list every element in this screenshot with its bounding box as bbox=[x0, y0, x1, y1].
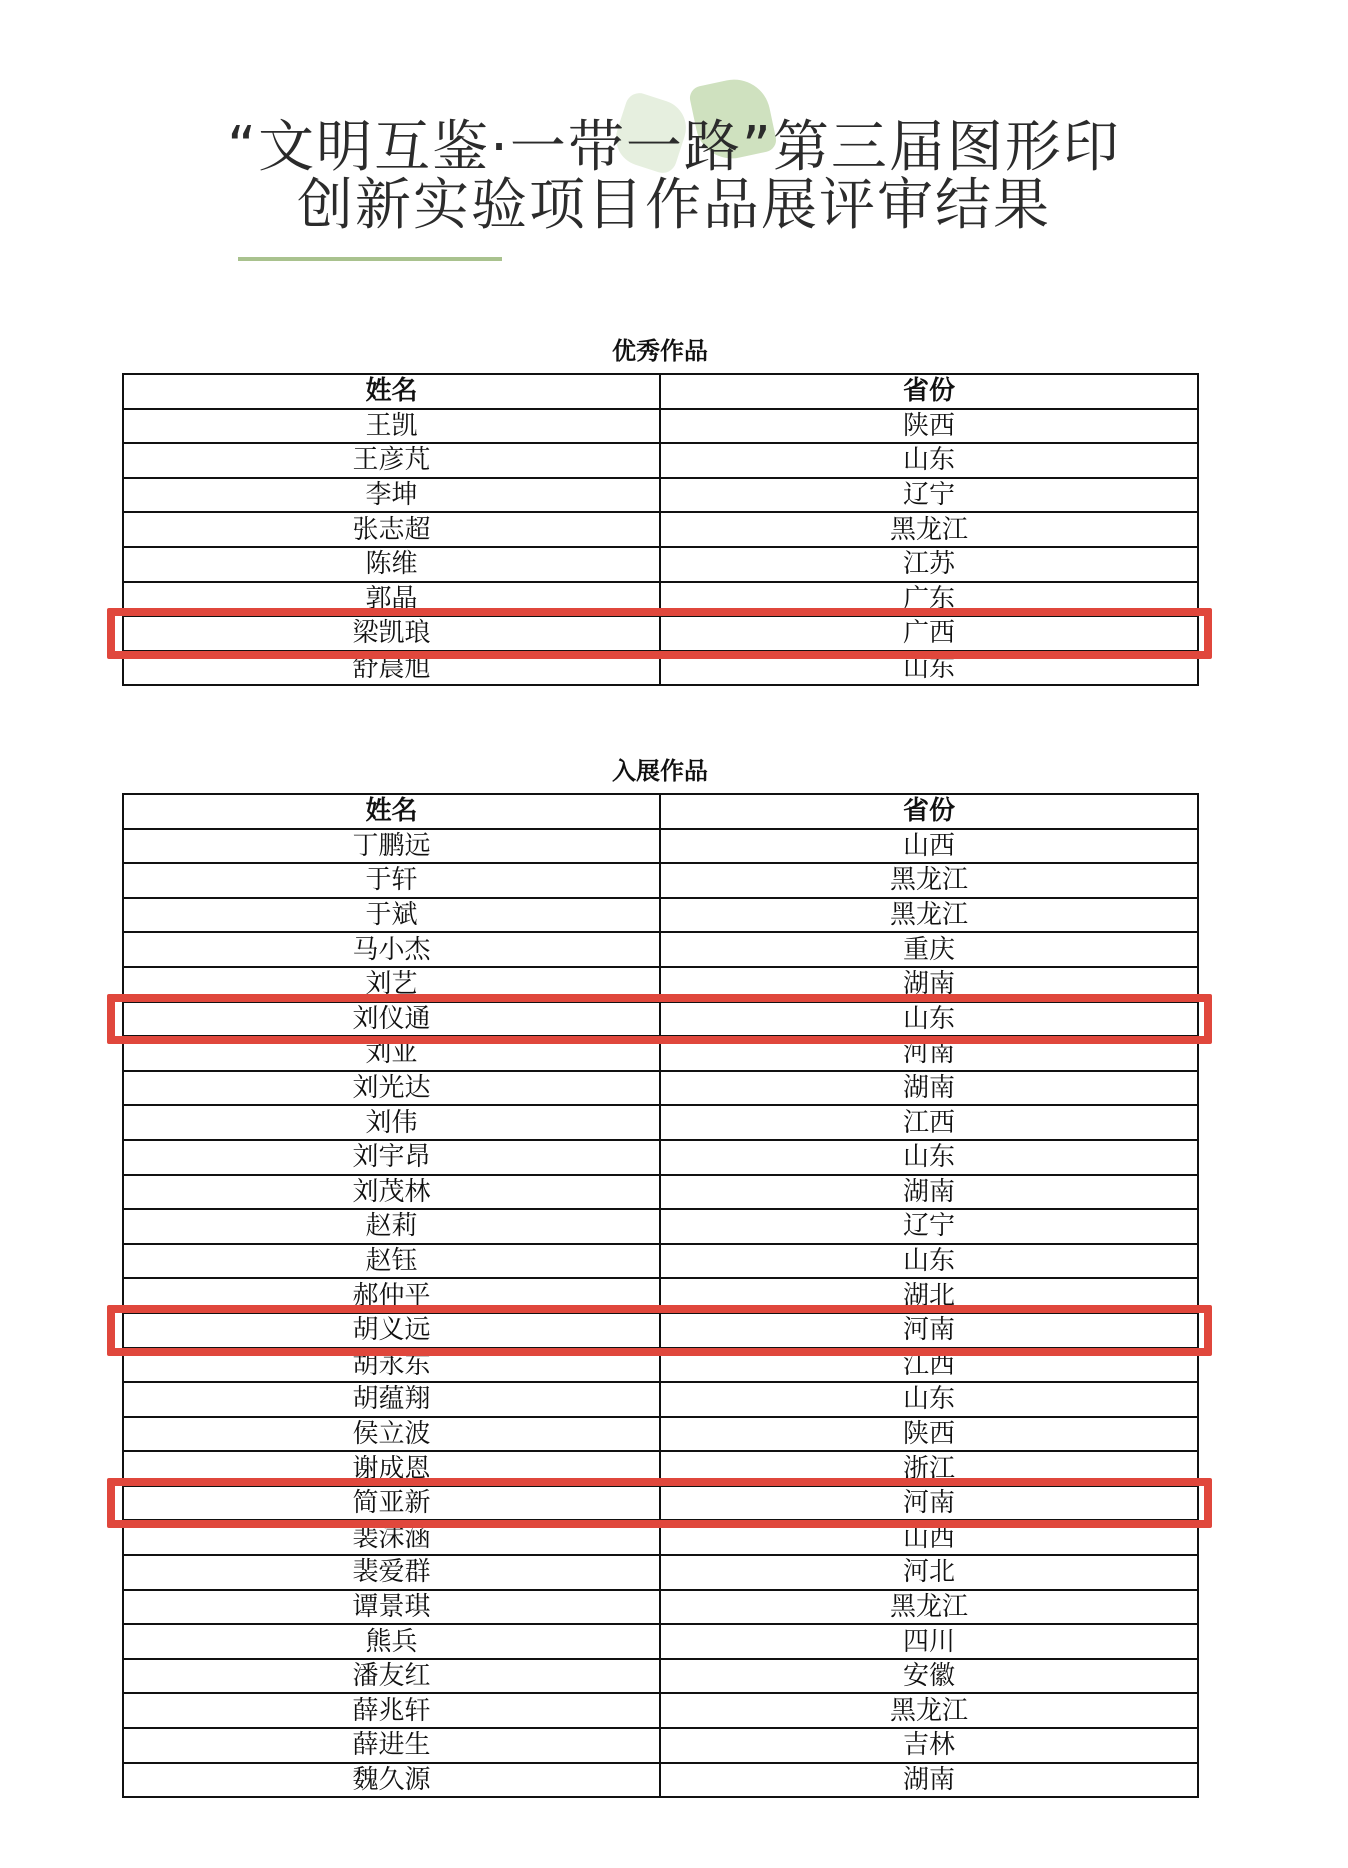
name-cell: 侯立波 bbox=[123, 1417, 660, 1452]
section-heading-excellent: 优秀作品 bbox=[612, 337, 708, 365]
name-cell: 赵莉 bbox=[123, 1209, 660, 1244]
province-cell: 山西 bbox=[660, 1520, 1198, 1555]
table-row bbox=[123, 1555, 1198, 1590]
table-row bbox=[123, 1659, 1198, 1694]
name-cell: 胡永东 bbox=[123, 1348, 660, 1383]
province-cell: 浙江 bbox=[660, 1451, 1198, 1486]
section-heading-exhibited: 入展作品 bbox=[612, 757, 708, 785]
table-row bbox=[123, 1624, 1198, 1659]
table-row bbox=[123, 1728, 1198, 1763]
name-cell: 赵钰 bbox=[123, 1244, 660, 1279]
name-cell: 刘艺 bbox=[123, 967, 660, 1002]
table-row bbox=[123, 1140, 1198, 1175]
province-cell: 黑龙江 bbox=[660, 898, 1198, 933]
province-cell: 江苏 bbox=[660, 547, 1198, 582]
province-cell: 河南 bbox=[660, 1036, 1198, 1071]
table-row bbox=[123, 932, 1198, 967]
name-cell: 陈维 bbox=[123, 547, 660, 582]
name-cell: 刘仪通 bbox=[123, 1002, 660, 1037]
province-cell: 重庆 bbox=[660, 932, 1198, 967]
province-cell: 湖北 bbox=[660, 1278, 1198, 1313]
column-header-name: 姓名 bbox=[123, 794, 660, 829]
name-cell: 谭景琪 bbox=[123, 1590, 660, 1625]
province-cell: 河南 bbox=[660, 1486, 1198, 1521]
province-cell: 山东 bbox=[660, 651, 1198, 686]
province-cell: 江西 bbox=[660, 1105, 1198, 1140]
name-cell: 郭晶 bbox=[123, 582, 660, 617]
title-underline bbox=[238, 257, 502, 261]
province-cell: 河北 bbox=[660, 1555, 1198, 1590]
name-cell: 于轩 bbox=[123, 863, 660, 898]
name-cell: 胡义远 bbox=[123, 1313, 660, 1348]
province-cell: 陕西 bbox=[660, 409, 1198, 444]
column-header-province: 省份 bbox=[660, 794, 1198, 829]
province-cell: 辽宁 bbox=[660, 478, 1198, 513]
table-row bbox=[123, 1417, 1198, 1452]
name-cell: 裴沫涵 bbox=[123, 1520, 660, 1555]
table-row bbox=[123, 1590, 1198, 1625]
table-header-row bbox=[123, 374, 1198, 409]
province-cell: 山西 bbox=[660, 829, 1198, 864]
name-cell: 刘光达 bbox=[123, 1071, 660, 1106]
province-cell: 黑龙江 bbox=[660, 1590, 1198, 1625]
column-header-name: 姓名 bbox=[123, 374, 660, 409]
province-cell: 陕西 bbox=[660, 1417, 1198, 1452]
name-cell: 裴爱群 bbox=[123, 1555, 660, 1590]
province-cell: 黑龙江 bbox=[660, 1693, 1198, 1728]
page-title-line-2: 创新实验项目作品展评审结果 bbox=[297, 173, 1051, 238]
highlight-box bbox=[107, 608, 1212, 659]
province-cell: 黑龙江 bbox=[660, 863, 1198, 898]
name-cell: 张志超 bbox=[123, 512, 660, 547]
exhibited-works-table bbox=[122, 793, 1199, 1798]
province-cell: 广西 bbox=[660, 616, 1198, 651]
name-cell: 刘宇昂 bbox=[123, 1140, 660, 1175]
province-cell: 安徽 bbox=[660, 1659, 1198, 1694]
table-row bbox=[123, 1105, 1198, 1140]
page-title-line-1: “文明互鉴·一带一路”第三届图形印 bbox=[227, 115, 1121, 180]
name-cell: 舒晨旭 bbox=[123, 651, 660, 686]
name-cell: 刘茂林 bbox=[123, 1175, 660, 1210]
name-cell: 薛进生 bbox=[123, 1728, 660, 1763]
province-cell: 四川 bbox=[660, 1624, 1198, 1659]
name-cell: 李坤 bbox=[123, 478, 660, 513]
name-cell: 刘伟 bbox=[123, 1105, 660, 1140]
name-cell: 王凯 bbox=[123, 409, 660, 444]
table-row bbox=[123, 829, 1198, 864]
table-row bbox=[123, 1382, 1198, 1417]
highlight-box bbox=[107, 1478, 1212, 1529]
table-row bbox=[123, 1071, 1198, 1106]
table-row bbox=[123, 512, 1198, 547]
name-cell: 马小杰 bbox=[123, 932, 660, 967]
name-cell: 简亚新 bbox=[123, 1486, 660, 1521]
province-cell: 山东 bbox=[660, 1244, 1198, 1279]
name-cell: 谢成恩 bbox=[123, 1451, 660, 1486]
province-cell: 辽宁 bbox=[660, 1209, 1198, 1244]
province-cell: 江西 bbox=[660, 1348, 1198, 1383]
province-cell: 山东 bbox=[660, 1382, 1198, 1417]
province-cell: 山东 bbox=[660, 1140, 1198, 1175]
table-row bbox=[123, 409, 1198, 444]
name-cell: 薛兆轩 bbox=[123, 1693, 660, 1728]
table-row bbox=[123, 1209, 1198, 1244]
highlight-box bbox=[107, 1305, 1212, 1356]
table-header-row bbox=[123, 794, 1198, 829]
name-cell: 梁凯琅 bbox=[123, 616, 660, 651]
province-cell: 湖南 bbox=[660, 1763, 1198, 1798]
name-cell: 郝仲平 bbox=[123, 1278, 660, 1313]
province-cell: 湖南 bbox=[660, 1175, 1198, 1210]
province-cell: 湖南 bbox=[660, 1071, 1198, 1106]
province-cell: 黑龙江 bbox=[660, 512, 1198, 547]
name-cell: 熊兵 bbox=[123, 1624, 660, 1659]
highlight-box bbox=[107, 994, 1212, 1045]
table-row bbox=[123, 443, 1198, 478]
province-cell: 山东 bbox=[660, 443, 1198, 478]
province-cell: 湖南 bbox=[660, 967, 1198, 1002]
province-cell: 河南 bbox=[660, 1313, 1198, 1348]
column-header-province: 省份 bbox=[660, 374, 1198, 409]
table-row bbox=[123, 1244, 1198, 1279]
table-row bbox=[123, 898, 1198, 933]
province-cell: 广东 bbox=[660, 582, 1198, 617]
table-row bbox=[123, 547, 1198, 582]
table-row bbox=[123, 1693, 1198, 1728]
name-cell: 于斌 bbox=[123, 898, 660, 933]
table-row bbox=[123, 1763, 1198, 1798]
table-row bbox=[123, 478, 1198, 513]
name-cell: 刘亚 bbox=[123, 1036, 660, 1071]
table-row bbox=[123, 1175, 1198, 1210]
name-cell: 魏久源 bbox=[123, 1763, 660, 1798]
table-row bbox=[123, 863, 1198, 898]
name-cell: 胡蕴翔 bbox=[123, 1382, 660, 1417]
province-cell: 吉林 bbox=[660, 1728, 1198, 1763]
name-cell: 丁鹏远 bbox=[123, 829, 660, 864]
province-cell: 山东 bbox=[660, 1002, 1198, 1037]
name-cell: 王彦芃 bbox=[123, 443, 660, 478]
name-cell: 潘友红 bbox=[123, 1659, 660, 1694]
